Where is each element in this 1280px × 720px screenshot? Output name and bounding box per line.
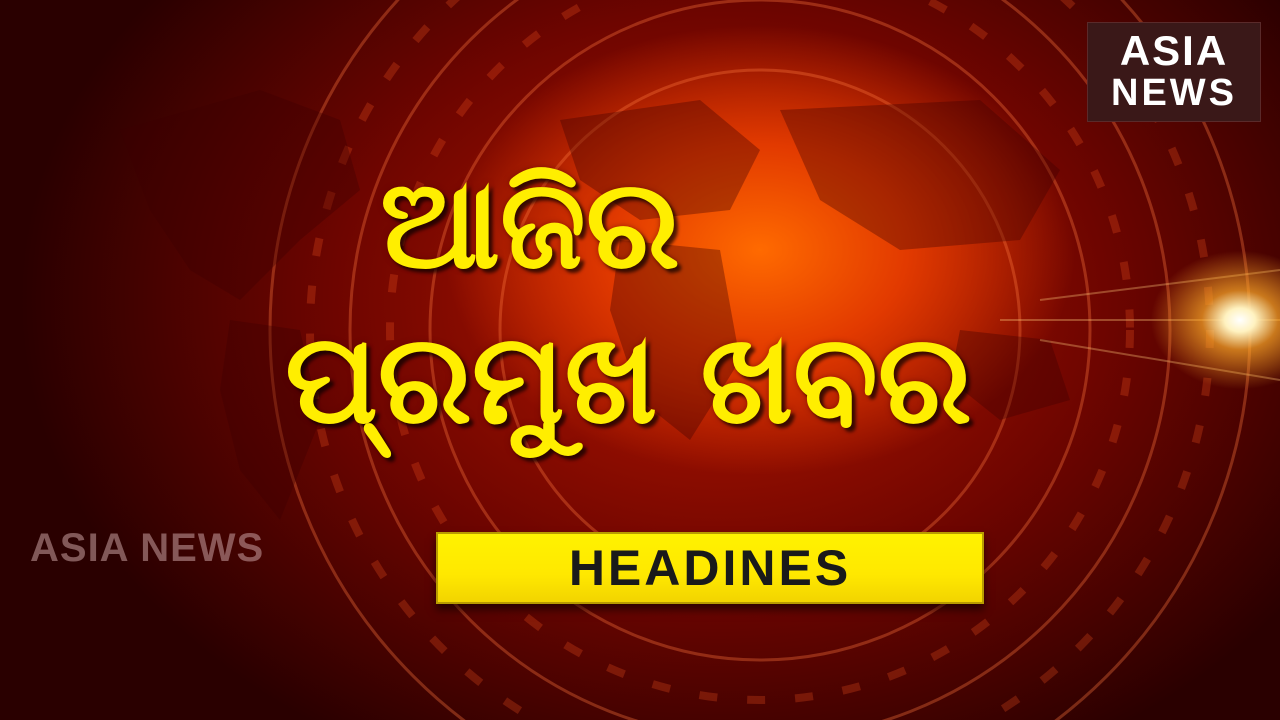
title-line-1: ଆଜିର (380, 153, 680, 297)
lens-flare (1150, 250, 1280, 390)
logo-line-1: ASIA (1119, 27, 1229, 74)
headlines-label: HEADINES (568, 540, 852, 596)
headlines-banner (436, 532, 984, 604)
logo-line-2: NEWS (1111, 72, 1237, 114)
channel-watermark: ASIA NEWS (30, 526, 265, 570)
channel-logo (1087, 22, 1261, 122)
title-line-2: ପ୍ରମୁଖ ଖବର (285, 308, 972, 452)
